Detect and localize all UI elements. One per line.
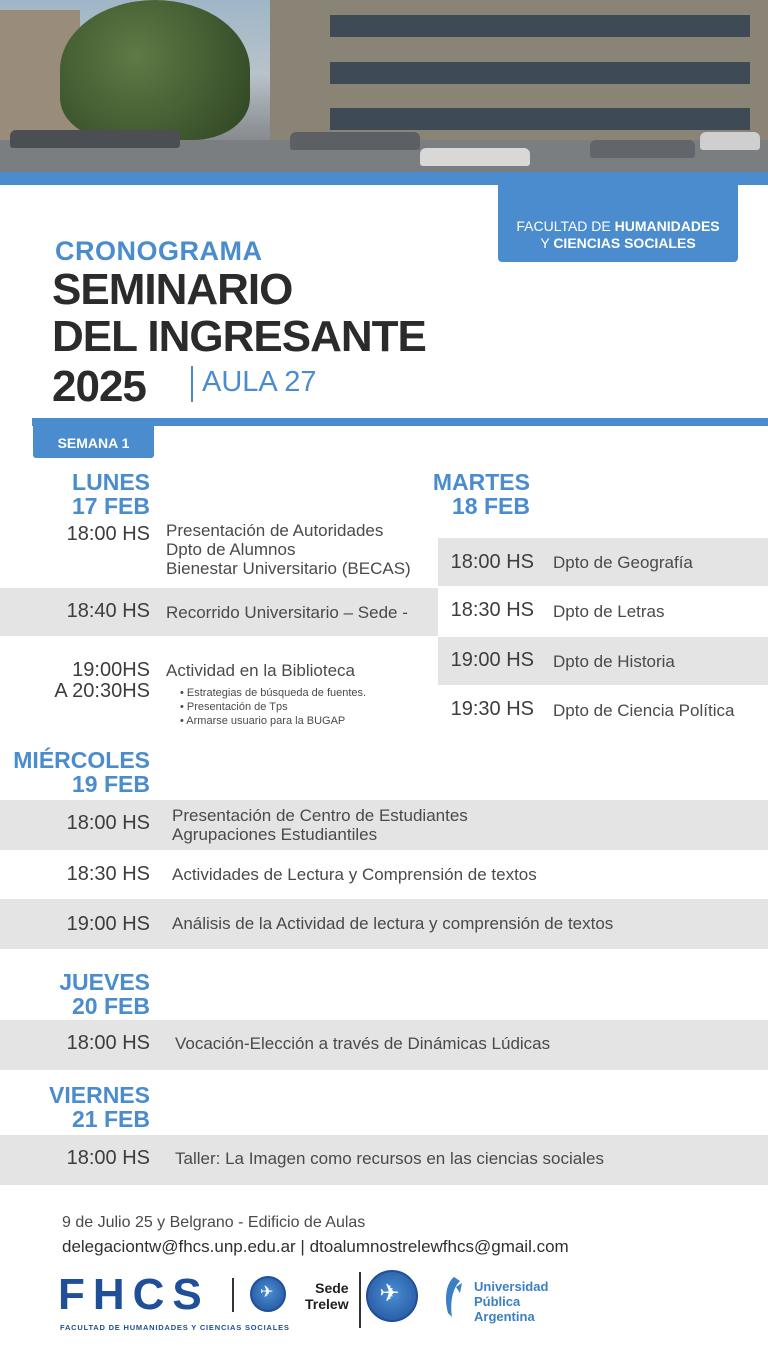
friday-day: VIERNES xyxy=(49,1082,150,1108)
fhcs-seal-icon: ✈ xyxy=(250,1276,286,1312)
tuesday-item-1: Dpto de Geografía xyxy=(553,553,693,572)
monday-time-3 xyxy=(20,660,150,702)
monday-time-1: 18:00 HS xyxy=(66,523,150,545)
monday-time-2: 18:40 HS xyxy=(66,600,150,622)
friday-item-1: Taller: La Imagen como recursos en las ciencias sociales xyxy=(175,1149,604,1168)
friday-header xyxy=(40,1083,150,1131)
monday-item-2: Recorrido Universitario – Sede - xyxy=(166,603,408,622)
sede-line1: Sede xyxy=(315,1280,349,1296)
fhcs-logo-text: FHCS xyxy=(58,1270,210,1319)
email-delegacion[interactable]: delegaciontw@fhcs.unp.edu.ar xyxy=(62,1237,296,1256)
tuesday-item-4: Dpto de Ciencia Política xyxy=(553,701,735,720)
tuesday-header xyxy=(420,470,530,518)
monday-item-1 xyxy=(166,521,411,578)
monday-time-3-end: A 20:30HS xyxy=(54,680,150,702)
footer-address: 9 de Julio 25 y Belgrano - Edificio de Aulas xyxy=(62,1214,366,1231)
monday-item-1-line: Presentación de Autoridades xyxy=(166,521,384,540)
wednesday-header xyxy=(10,748,150,796)
university-seal-icon: ✈ xyxy=(366,1270,418,1322)
thursday-time-1: 18:00 HS xyxy=(66,1032,150,1054)
monday-item-1-line: Bienestar Universitario (BECAS) xyxy=(166,559,411,578)
faculty-badge xyxy=(498,185,738,262)
bullet-item: • Estrategias de búsqueda de fuentes. xyxy=(180,687,367,699)
monday-item-1-line: Dpto de Alumnos xyxy=(166,540,296,559)
aula-label: AULA 27 xyxy=(202,366,317,398)
wednesday-item-3: Análisis de la Actividad de lectura y comprensión de textos xyxy=(172,914,614,933)
thursday-header xyxy=(40,970,150,1018)
logo-divider xyxy=(232,1278,234,1312)
tuesday-item-2: Dpto de Letras xyxy=(553,602,665,621)
monday-item-3: Actividad en la Biblioteca xyxy=(166,661,356,680)
title-divider xyxy=(191,366,193,402)
faculty-line1-bold: HUMANIDADES xyxy=(614,218,720,234)
wednesday-day: MIÉRCOLES xyxy=(13,747,150,773)
wednesday-time-1: 18:00 HS xyxy=(66,812,150,834)
tuesday-time-2: 18:30 HS xyxy=(450,599,534,621)
fhcs-logo-subtitle: FACULTAD DE HUMANIDADES Y CIENCIAS SOCIALES xyxy=(60,1323,290,1332)
upa-line1: Universidad xyxy=(474,1279,549,1294)
faculty-line2-plain: Y xyxy=(540,235,554,251)
thursday-item-1: Vocación-Elección a través de Dinámicas Lúdicas xyxy=(175,1034,551,1053)
thursday-date: 20 FEB xyxy=(72,993,150,1019)
monday-item-3-bullets xyxy=(180,686,366,728)
footer-emails xyxy=(62,1237,569,1257)
upa-logo-icon xyxy=(440,1273,466,1321)
sede-line2: Trelew xyxy=(305,1296,349,1312)
upa-line3: Argentina xyxy=(474,1309,535,1324)
upa-line2: Pública xyxy=(474,1294,521,1309)
monday-header xyxy=(40,470,150,518)
bullet-item: • Presentación de Tps xyxy=(180,701,288,713)
thursday-day: JUEVES xyxy=(59,969,150,995)
monday-date: 17 FEB xyxy=(72,493,150,519)
tuesday-item-3: Dpto de Historia xyxy=(553,652,675,671)
friday-time-1: 18:00 HS xyxy=(66,1147,150,1169)
title-line1: SEMINARIO xyxy=(52,265,293,314)
faculty-line1-plain: FACULTAD DE xyxy=(516,218,615,234)
bullet-item: • Armarse usuario para la BUGAP xyxy=(180,715,346,727)
email-separator: | xyxy=(295,1237,310,1256)
wednesday-item-1-line: Agrupaciones Estudiantiles xyxy=(172,825,378,844)
wednesday-item-2: Actividades de Lectura y Comprensión de textos xyxy=(172,865,537,884)
email-alumnos[interactable]: dtoalumnostrelewfhcs@gmail.com xyxy=(309,1237,569,1256)
wednesday-date: 19 FEB xyxy=(72,771,150,797)
wednesday-item-1-line: Presentación de Centro de Estudiantes xyxy=(172,806,468,825)
tuesday-time-3: 19:00 HS xyxy=(450,649,534,671)
section-rule xyxy=(32,418,768,426)
friday-date: 21 FEB xyxy=(72,1106,150,1132)
sede-divider xyxy=(359,1272,361,1328)
cronograma-label: CRONOGRAMA xyxy=(55,236,263,266)
year-label: 2025 xyxy=(52,362,146,411)
header-blue-rule xyxy=(0,172,768,185)
tuesday-day: MARTES xyxy=(432,469,530,495)
faculty-line2-bold: CIENCIAS SOCIALES xyxy=(553,235,696,251)
tuesday-date: 18 FEB xyxy=(452,493,530,519)
photo-tree xyxy=(60,0,250,140)
wednesday-time-2: 18:30 HS xyxy=(66,863,150,885)
upa-logo-text xyxy=(474,1279,548,1324)
photo-building xyxy=(270,0,768,150)
sede-label xyxy=(305,1280,349,1312)
wednesday-time-3: 19:00 HS xyxy=(66,913,150,935)
tuesday-time-1: 18:00 HS xyxy=(450,551,534,573)
header-photo xyxy=(0,0,768,185)
monday-time-3-start: 19:00HS xyxy=(72,659,150,681)
tuesday-time-4: 19:30 HS xyxy=(450,698,534,720)
title-line2: DEL INGRESANTE xyxy=(52,312,426,361)
week-tab: SEMANA 1 xyxy=(33,426,154,458)
monday-day: LUNES xyxy=(72,469,150,495)
wednesday-item-1 xyxy=(172,806,468,844)
page-title xyxy=(52,266,426,360)
